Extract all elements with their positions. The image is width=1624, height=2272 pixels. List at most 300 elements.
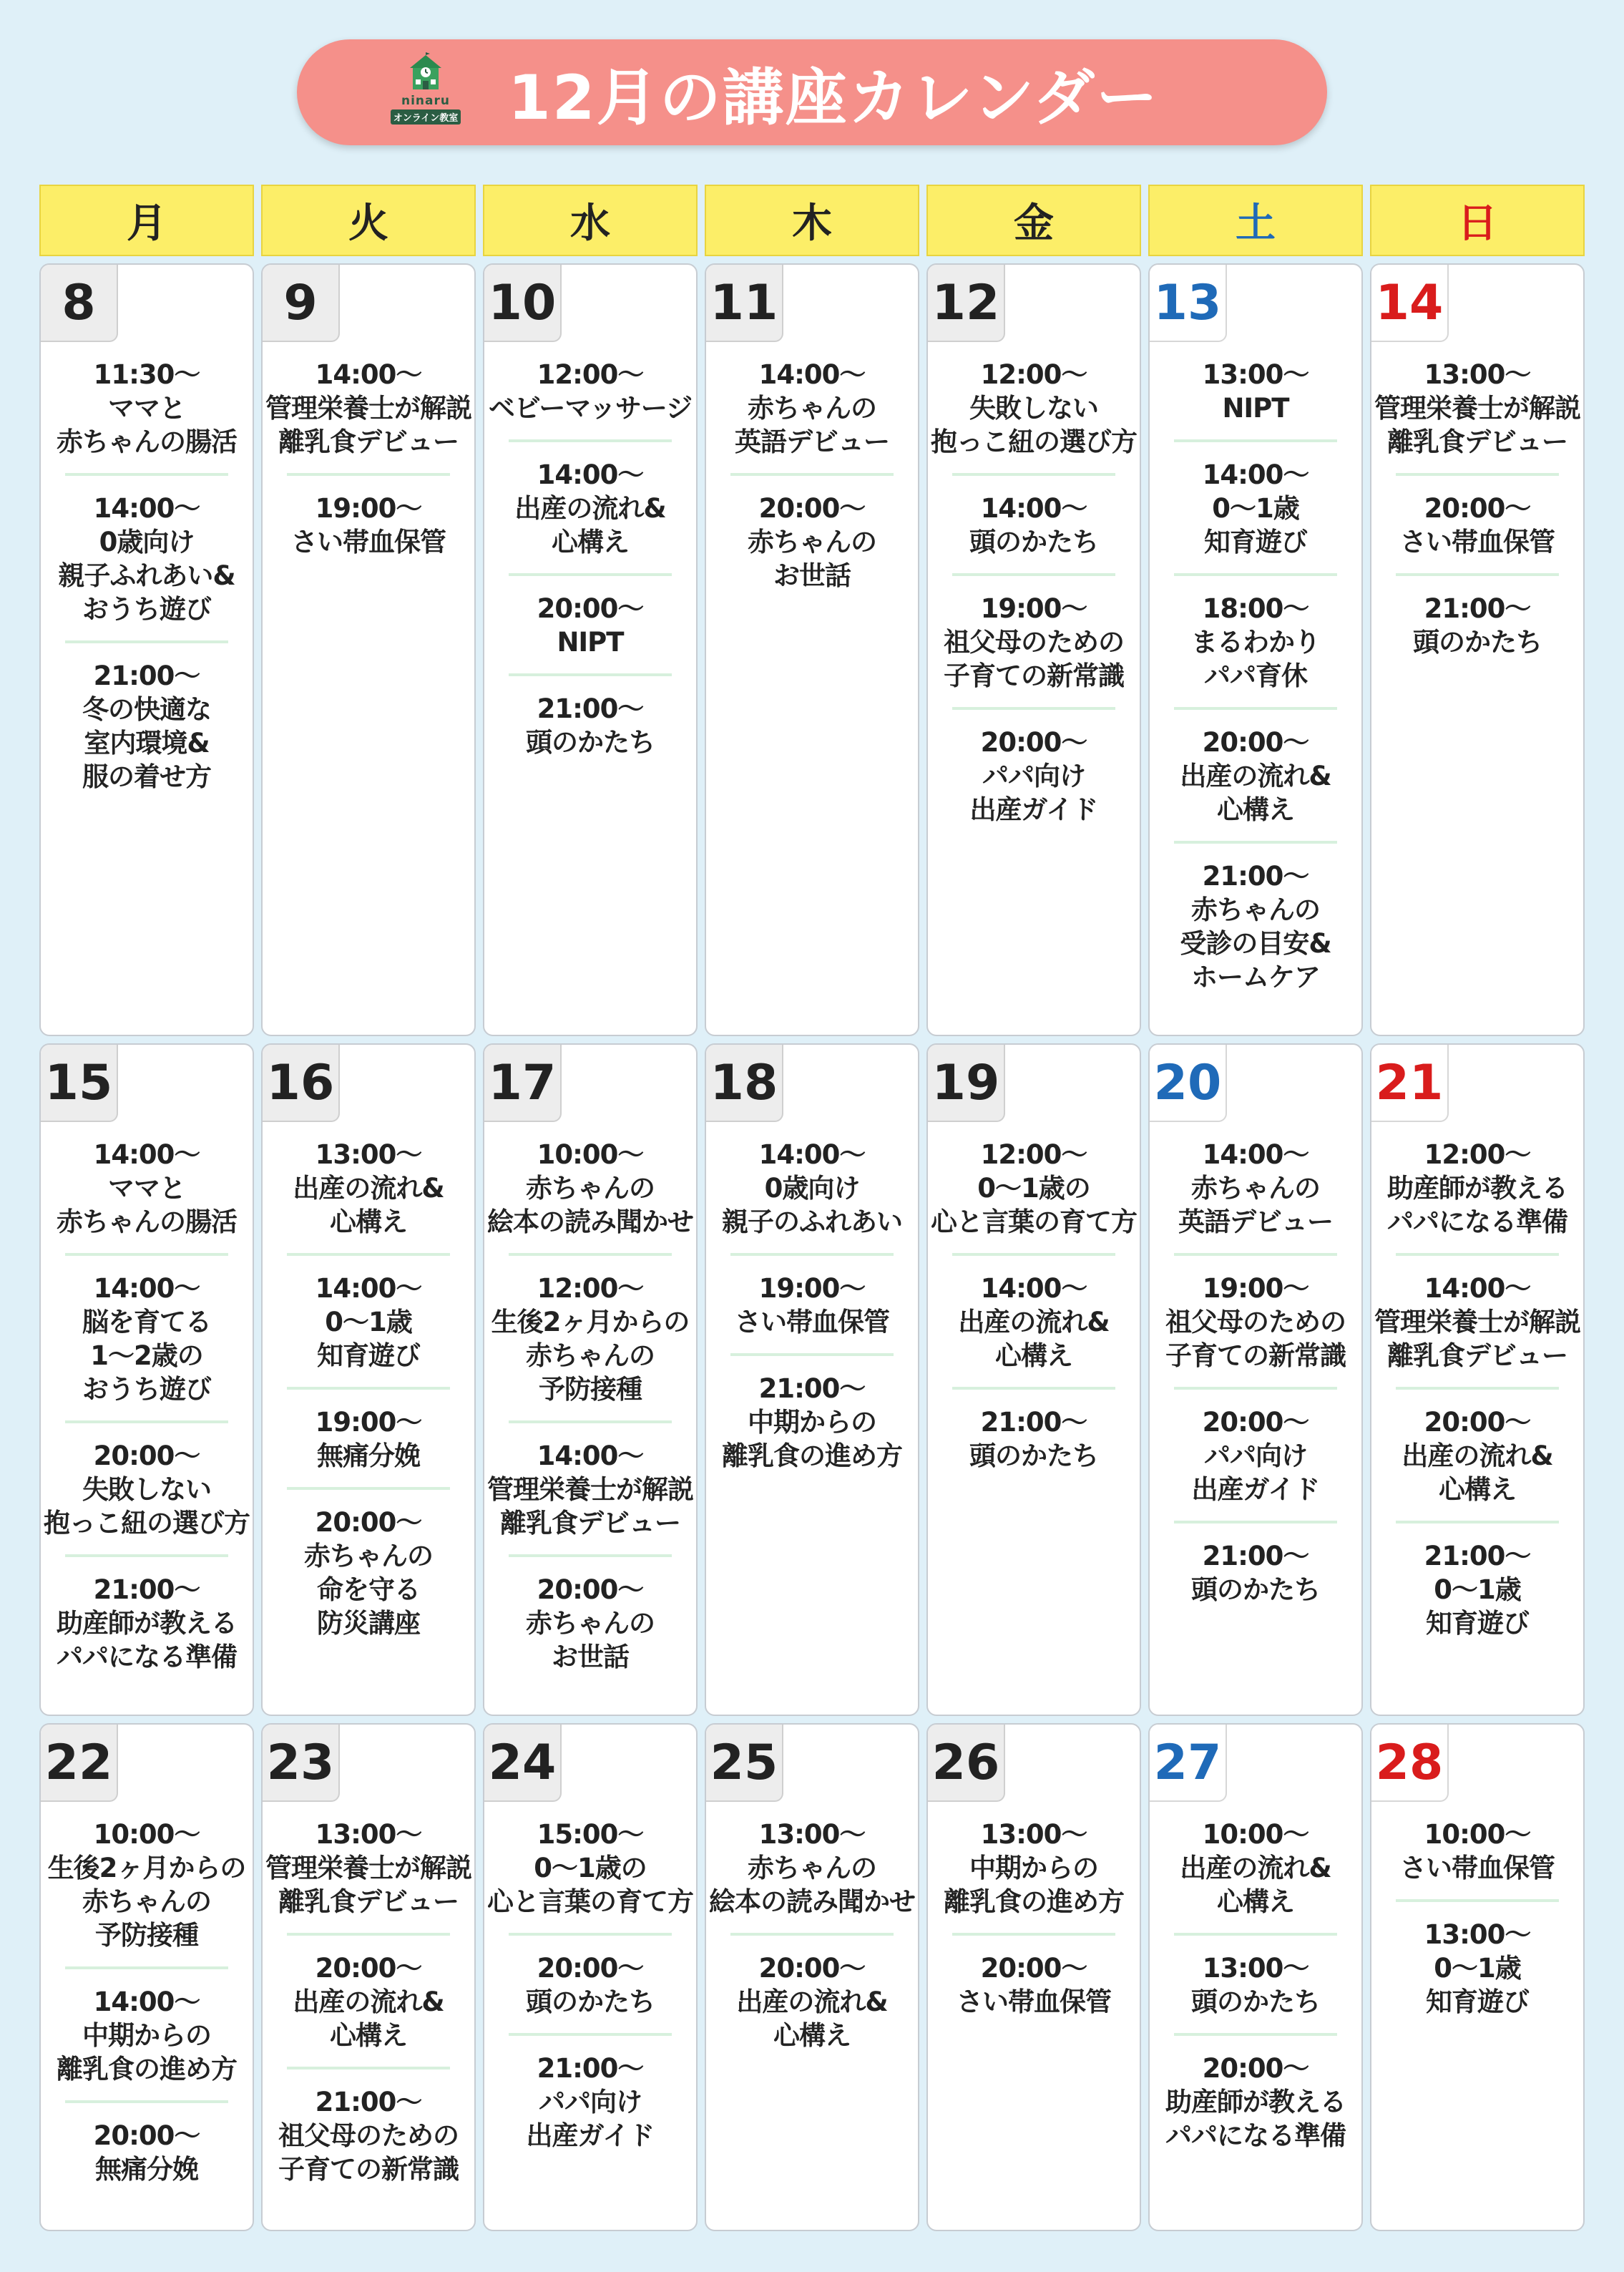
event-time: 12:00〜 xyxy=(537,359,644,390)
event-list xyxy=(1371,358,1583,659)
event-item xyxy=(1371,1818,1583,1885)
day-cell xyxy=(483,263,698,1036)
date-number: 27 xyxy=(1150,1725,1227,1802)
event-title-line: 出産の流れ& xyxy=(1180,1853,1331,1883)
event-divider xyxy=(509,1253,672,1256)
event-item xyxy=(484,1272,696,1406)
event-title-line: 0歳向け xyxy=(99,527,195,557)
event-divider xyxy=(287,1387,450,1390)
event-title-line: ママと xyxy=(108,393,185,424)
event-item xyxy=(263,1405,474,1473)
event-item xyxy=(263,1138,474,1239)
event-item xyxy=(41,1985,253,2086)
event-time: 20:00〜 xyxy=(315,1507,422,1538)
event-divider xyxy=(509,673,672,676)
day-cell xyxy=(1370,263,1585,1036)
week-row xyxy=(39,1043,1585,1716)
event-title-line: ホームケア xyxy=(1191,962,1320,993)
event-item xyxy=(484,1573,696,1674)
date-number: 16 xyxy=(263,1045,340,1122)
event-time: 14:00〜 xyxy=(315,359,422,390)
title-banner xyxy=(297,39,1327,145)
event-title-line: 出産ガイド xyxy=(526,2120,655,2151)
event-time: 13:00〜 xyxy=(315,1819,422,1850)
weekday-mon: 月 xyxy=(39,185,254,256)
event-title-line: 頭のかたち xyxy=(526,727,655,758)
event-title-line: 頭のかたち xyxy=(1413,627,1542,658)
day-cell xyxy=(926,1723,1141,2231)
event-time: 21:00〜 xyxy=(1202,1541,1309,1571)
event-divider xyxy=(65,1554,228,1557)
event-divider xyxy=(65,640,228,643)
event-item xyxy=(263,1272,474,1373)
event-title-line: 無痛分娩 xyxy=(317,1440,420,1471)
event-divider xyxy=(952,573,1115,576)
event-time: 14:00〜 xyxy=(1424,1273,1531,1304)
event-divider xyxy=(509,573,672,576)
event-title-line: 心構え xyxy=(330,2020,407,2051)
event-title-line: 離乳食デビュー xyxy=(500,1508,680,1539)
event-item xyxy=(1371,492,1583,559)
event-title-line: パパになる準備 xyxy=(1387,1206,1567,1237)
event-title-line: おうち遊び xyxy=(82,1374,211,1405)
event-time: 14:00〜 xyxy=(537,459,644,490)
event-divider xyxy=(952,1387,1115,1390)
event-title-line: 頭のかたち xyxy=(526,1986,655,2017)
event-divider xyxy=(65,2100,228,2103)
event-title-line: 出産の流れ& xyxy=(293,1173,444,1204)
event-title-line: さい帯血保管 xyxy=(735,1307,889,1337)
event-divider xyxy=(509,1420,672,1423)
event-list xyxy=(928,358,1140,827)
day-cell xyxy=(705,263,919,1036)
day-cell xyxy=(705,1043,919,1716)
event-time: 21:00〜 xyxy=(1424,1541,1531,1571)
event-time: 21:00〜 xyxy=(93,1574,200,1605)
event-title-line: 赤ちゃんの xyxy=(748,393,876,424)
event-item xyxy=(928,1272,1140,1373)
day-cell xyxy=(1370,1723,1585,2231)
event-time: 13:00〜 xyxy=(758,1819,866,1850)
event-divider xyxy=(1174,1387,1337,1390)
event-title-line: 英語デビュー xyxy=(1178,1206,1333,1237)
event-time: 19:00〜 xyxy=(758,1273,866,1304)
event-time: 12:00〜 xyxy=(537,1273,644,1304)
event-item xyxy=(928,1951,1140,2019)
event-item xyxy=(928,592,1140,693)
event-time: 21:00〜 xyxy=(93,660,200,691)
event-title-line: 0〜1歳 xyxy=(1434,1574,1521,1605)
event-title-line: 赤ちゃんの xyxy=(526,1173,655,1204)
event-divider xyxy=(952,1933,1115,1936)
event-title-line: 赤ちゃんの腸活 xyxy=(57,426,237,457)
event-title-line: 0〜1歳 xyxy=(1434,1953,1521,1984)
event-time: 20:00〜 xyxy=(537,1574,644,1605)
event-divider xyxy=(1174,707,1337,710)
event-title-line: 離乳食の進め方 xyxy=(57,2054,237,2085)
event-title-line: 心構え xyxy=(1217,1886,1294,1917)
event-time: 20:00〜 xyxy=(1202,727,1309,758)
event-item xyxy=(706,1818,918,1918)
event-item xyxy=(263,1818,474,1918)
event-title-line: 0歳向け xyxy=(764,1173,860,1204)
event-title-line: 助産師が教える xyxy=(1387,1173,1567,1204)
date-number: 10 xyxy=(484,265,562,342)
event-title-line: 0〜1歳 xyxy=(1212,493,1299,524)
event-title-line: NIPT xyxy=(1222,393,1289,424)
event-time: 13:00〜 xyxy=(1424,1919,1531,1950)
event-item xyxy=(484,2052,696,2152)
logo-subtitle: オンライン教室 xyxy=(391,109,461,125)
event-item xyxy=(41,659,253,794)
event-title-line: 赤ちゃんの xyxy=(526,1340,655,1371)
event-title-line: 抱っこ紐の選び方 xyxy=(44,1508,250,1539)
event-title-line: 出産の流れ& xyxy=(293,1986,444,2017)
logo-name: ninaru xyxy=(401,94,450,108)
event-divider xyxy=(730,1253,894,1256)
weekday-wed: 水 xyxy=(483,185,698,256)
event-title-line: 無痛分娩 xyxy=(95,2154,198,2185)
event-list xyxy=(1150,1138,1361,1607)
event-list xyxy=(484,1138,696,1674)
event-title-line: 離乳食デビュー xyxy=(278,1886,459,1917)
event-title-line: 赤ちゃんの xyxy=(748,1853,876,1883)
event-item xyxy=(263,1951,474,2052)
event-title-line: 祖父母のための xyxy=(944,627,1124,658)
event-item xyxy=(1371,1539,1583,1640)
event-title-line: 赤ちゃんの xyxy=(1191,1173,1320,1204)
event-title-line: ママと xyxy=(108,1173,185,1204)
event-title-line: 子育ての新常識 xyxy=(944,660,1124,691)
event-divider xyxy=(1174,439,1337,442)
event-item xyxy=(41,492,253,626)
event-list xyxy=(41,1818,253,2186)
date-number: 14 xyxy=(1371,265,1449,342)
event-divider xyxy=(509,1554,672,1557)
event-time: 21:00〜 xyxy=(537,693,644,724)
weekday-sun: 日 xyxy=(1370,185,1585,256)
event-divider xyxy=(65,1253,228,1256)
day-cell xyxy=(705,1723,919,2231)
event-time: 12:00〜 xyxy=(1424,1139,1531,1170)
event-time: 21:00〜 xyxy=(1424,593,1531,624)
date-number: 21 xyxy=(1371,1045,1449,1122)
event-time: 20:00〜 xyxy=(315,1953,422,1984)
event-title-line: 1〜2歳の xyxy=(90,1340,203,1371)
event-list xyxy=(928,1138,1140,1473)
event-title-line: 室内環境& xyxy=(84,728,210,759)
event-time: 14:00〜 xyxy=(758,359,866,390)
event-divider xyxy=(1174,841,1337,844)
event-title-line: 受診の目安& xyxy=(1180,928,1331,959)
event-title-line: 離乳食デビュー xyxy=(1387,1340,1567,1371)
event-title-line: 知育遊び xyxy=(317,1340,420,1371)
day-cell xyxy=(39,1723,254,2231)
weekday-tue: 火 xyxy=(261,185,476,256)
event-title-line: 命を守る xyxy=(317,1574,420,1605)
event-item xyxy=(928,1138,1140,1239)
event-list xyxy=(484,358,696,759)
event-title-line: 0〜1歳 xyxy=(325,1307,412,1337)
event-divider xyxy=(509,439,672,442)
event-item xyxy=(1150,2052,1361,2152)
date-number: 15 xyxy=(41,1045,118,1122)
event-title-line: 失敗しない xyxy=(969,393,1098,424)
event-title-line: NIPT xyxy=(557,627,624,658)
event-title-line: 頭のかたち xyxy=(969,1440,1098,1471)
date-number: 8 xyxy=(41,265,118,342)
event-title-line: 生後2ヶ月からの xyxy=(491,1307,690,1337)
event-item xyxy=(484,1951,696,2019)
event-title-line: ベビーマッサージ xyxy=(488,393,693,424)
event-time: 12:00〜 xyxy=(980,359,1087,390)
event-item xyxy=(41,1272,253,1406)
event-title-line: 出産の流れ& xyxy=(514,493,666,524)
event-item xyxy=(484,358,696,425)
event-title-line: 親子ふれあい& xyxy=(58,560,235,591)
event-title-line: 予防接種 xyxy=(539,1374,642,1405)
event-title-line: 中期からの xyxy=(82,2020,211,2051)
event-divider xyxy=(952,707,1115,710)
event-divider xyxy=(730,473,894,476)
event-time: 14:00〜 xyxy=(980,493,1087,524)
event-title-line: 心と言葉の育て方 xyxy=(487,1886,693,1917)
event-time: 13:00〜 xyxy=(315,1139,422,1170)
event-item xyxy=(1150,859,1361,994)
event-item xyxy=(41,358,253,459)
event-title-line: 助産師が教える xyxy=(1165,2087,1346,2117)
event-title-line: 心構え xyxy=(330,1206,407,1237)
event-item xyxy=(1371,592,1583,659)
event-title-line: 離乳食の進め方 xyxy=(944,1886,1124,1917)
event-divider xyxy=(730,1933,894,1936)
event-title-line: 絵本の読み聞かせ xyxy=(487,1206,693,1237)
date-number: 26 xyxy=(928,1725,1005,1802)
event-item xyxy=(706,1951,918,2052)
event-title-line: 出産の流れ& xyxy=(736,1986,888,2017)
date-number: 9 xyxy=(263,265,340,342)
day-cell xyxy=(261,1723,476,2231)
date-number: 19 xyxy=(928,1045,1005,1122)
event-title-line: さい帯血保管 xyxy=(957,1986,1111,2017)
event-title-line: 知育遊び xyxy=(1204,527,1307,557)
event-title-line: 離乳食デビュー xyxy=(1387,426,1567,457)
event-divider xyxy=(287,2067,450,2069)
ninaru-logo xyxy=(383,52,469,132)
event-list xyxy=(928,1818,1140,2019)
event-divider xyxy=(1174,2033,1337,2036)
event-time: 20:00〜 xyxy=(1424,1407,1531,1438)
event-title-line: 管理栄養士が解説 xyxy=(487,1474,693,1505)
event-item xyxy=(1150,1405,1361,1506)
event-item xyxy=(706,1272,918,1339)
event-time: 21:00〜 xyxy=(315,2087,422,2117)
event-item xyxy=(1371,1918,1583,2019)
event-title-line: 助産師が教える xyxy=(57,1608,237,1639)
event-title-line: 管理栄養士が解説 xyxy=(265,393,471,424)
event-title-line: 赤ちゃんの腸活 xyxy=(57,1206,237,1237)
event-item xyxy=(1371,1272,1583,1373)
event-item xyxy=(484,1439,696,1540)
event-list xyxy=(41,1138,253,1674)
event-time: 20:00〜 xyxy=(537,593,644,624)
event-title-line: さい帯血保管 xyxy=(291,527,446,557)
event-time: 21:00〜 xyxy=(537,2053,644,2084)
event-item xyxy=(1150,1272,1361,1373)
event-divider xyxy=(287,1933,450,1936)
event-title-line: 中期からの xyxy=(748,1407,876,1438)
event-title-line: 心構え xyxy=(552,527,629,557)
event-title-line: 失敗しない xyxy=(82,1474,211,1505)
date-number: 28 xyxy=(1371,1725,1449,1802)
event-time: 20:00〜 xyxy=(1424,493,1531,524)
event-title-line: 心と言葉の育て方 xyxy=(931,1206,1137,1237)
event-time: 11:30〜 xyxy=(93,359,200,390)
weekday-header xyxy=(39,185,1585,256)
event-divider xyxy=(952,473,1115,476)
event-item xyxy=(1150,1951,1361,2019)
event-title-line: お世話 xyxy=(773,560,851,591)
event-time: 14:00〜 xyxy=(93,493,200,524)
event-item xyxy=(1150,592,1361,693)
event-item xyxy=(263,492,474,559)
event-divider xyxy=(1396,573,1559,576)
day-cell xyxy=(1148,1043,1363,1716)
event-item xyxy=(1150,358,1361,425)
event-item xyxy=(263,358,474,459)
weekday-thu: 木 xyxy=(705,185,919,256)
event-list xyxy=(41,358,253,794)
event-time: 21:00〜 xyxy=(758,1373,866,1404)
event-title-line: 赤ちゃんの xyxy=(748,527,876,557)
event-item xyxy=(928,492,1140,559)
event-item xyxy=(1150,458,1361,559)
event-title-line: 出産ガイド xyxy=(1191,1474,1320,1505)
day-cell xyxy=(39,263,254,1036)
event-title-line: 心構え xyxy=(995,1340,1072,1371)
event-divider xyxy=(1396,1387,1559,1390)
event-divider xyxy=(65,1420,228,1423)
event-title-line: 頭のかたち xyxy=(969,527,1098,557)
date-number: 11 xyxy=(706,265,783,342)
event-item xyxy=(41,1439,253,1540)
event-title-line: 赤ちゃんの xyxy=(82,1886,211,1917)
event-title-line: 子育ての新常識 xyxy=(278,2154,459,2185)
event-list xyxy=(263,1138,474,1640)
event-time: 14:00〜 xyxy=(315,1273,422,1304)
date-number: 12 xyxy=(928,265,1005,342)
event-item xyxy=(263,1506,474,1640)
event-time: 14:00〜 xyxy=(1202,459,1309,490)
event-time: 13:00〜 xyxy=(980,1819,1087,1850)
event-title-line: パパ育休 xyxy=(1204,660,1307,691)
event-item xyxy=(706,1138,918,1239)
event-time: 14:00〜 xyxy=(1202,1139,1309,1170)
event-item xyxy=(1150,1539,1361,1607)
event-list xyxy=(484,1818,696,2152)
event-title-line: 祖父母のための xyxy=(278,2120,459,2151)
event-divider xyxy=(1174,1521,1337,1523)
event-item xyxy=(706,492,918,593)
event-time: 10:00〜 xyxy=(1424,1819,1531,1850)
date-number: 20 xyxy=(1150,1045,1227,1122)
event-title-line: 英語デビュー xyxy=(735,426,889,457)
event-time: 14:00〜 xyxy=(93,1986,200,2017)
day-cell xyxy=(1148,263,1363,1036)
event-title-line: 生後2ヶ月からの xyxy=(47,1853,246,1883)
event-list xyxy=(706,1138,918,1473)
event-title-line: 離乳食の進め方 xyxy=(722,1440,902,1471)
event-item xyxy=(706,1372,918,1473)
weekday-sat: 土 xyxy=(1148,185,1363,256)
event-divider xyxy=(730,1353,894,1356)
event-item xyxy=(928,1405,1140,1473)
event-title-line: 出産の流れ& xyxy=(1180,761,1331,791)
event-list xyxy=(1371,1138,1583,1640)
event-title-line: 中期からの xyxy=(969,1853,1098,1883)
event-title-line: 祖父母のための xyxy=(1165,1307,1346,1337)
event-title-line: パパになる準備 xyxy=(1165,2120,1346,2151)
event-item xyxy=(484,1818,696,1918)
day-cell xyxy=(926,263,1141,1036)
event-title-line: パパ向け xyxy=(1204,1440,1307,1471)
event-time: 10:00〜 xyxy=(537,1139,644,1170)
event-list xyxy=(1150,1818,1361,2152)
day-cell xyxy=(39,1043,254,1716)
day-cell xyxy=(261,263,476,1036)
event-divider xyxy=(65,1966,228,1969)
event-title-line: 絵本の読み聞かせ xyxy=(709,1886,915,1917)
event-title-line: 抱っこ紐の選び方 xyxy=(931,426,1137,457)
event-title-line: 出産の流れ& xyxy=(1402,1440,1553,1471)
event-title-line: 頭のかたち xyxy=(1191,1574,1320,1605)
event-time: 14:00〜 xyxy=(758,1139,866,1170)
event-time: 12:00〜 xyxy=(980,1139,1087,1170)
date-number: 22 xyxy=(41,1725,118,1802)
event-divider xyxy=(65,473,228,476)
event-list xyxy=(706,358,918,593)
event-title-line: 服の着せ方 xyxy=(82,761,211,792)
day-cell xyxy=(483,1723,698,2231)
event-item xyxy=(1150,726,1361,827)
event-time: 20:00〜 xyxy=(980,1953,1087,1984)
event-time: 14:00〜 xyxy=(93,1273,200,1304)
event-title-line: 管理栄養士が解説 xyxy=(1374,1307,1580,1337)
event-time: 10:00〜 xyxy=(1202,1819,1309,1850)
event-title-line: 管理栄養士が解説 xyxy=(1374,393,1580,424)
event-title-line: 赤ちゃんの xyxy=(304,1541,433,1571)
event-time: 21:00〜 xyxy=(980,1407,1087,1438)
date-number: 13 xyxy=(1150,265,1227,342)
event-title-line: 頭のかたち xyxy=(1191,1986,1320,2017)
event-item xyxy=(1150,1138,1361,1239)
event-item xyxy=(1150,1818,1361,1918)
event-divider xyxy=(1396,1521,1559,1523)
event-divider xyxy=(287,473,450,476)
event-title-line: 防災講座 xyxy=(317,1608,420,1639)
event-title-line: 出産の流れ& xyxy=(958,1307,1110,1337)
date-number: 17 xyxy=(484,1045,562,1122)
page-title: 12月の講座カレンダー xyxy=(507,62,1160,134)
event-divider xyxy=(287,1487,450,1490)
day-cell xyxy=(483,1043,698,1716)
date-number: 23 xyxy=(263,1725,340,1802)
event-time: 19:00〜 xyxy=(315,493,422,524)
event-item xyxy=(1371,358,1583,459)
event-divider xyxy=(1174,1933,1337,1936)
event-title-line: パパになる準備 xyxy=(57,1642,237,1672)
event-list xyxy=(1150,358,1361,994)
